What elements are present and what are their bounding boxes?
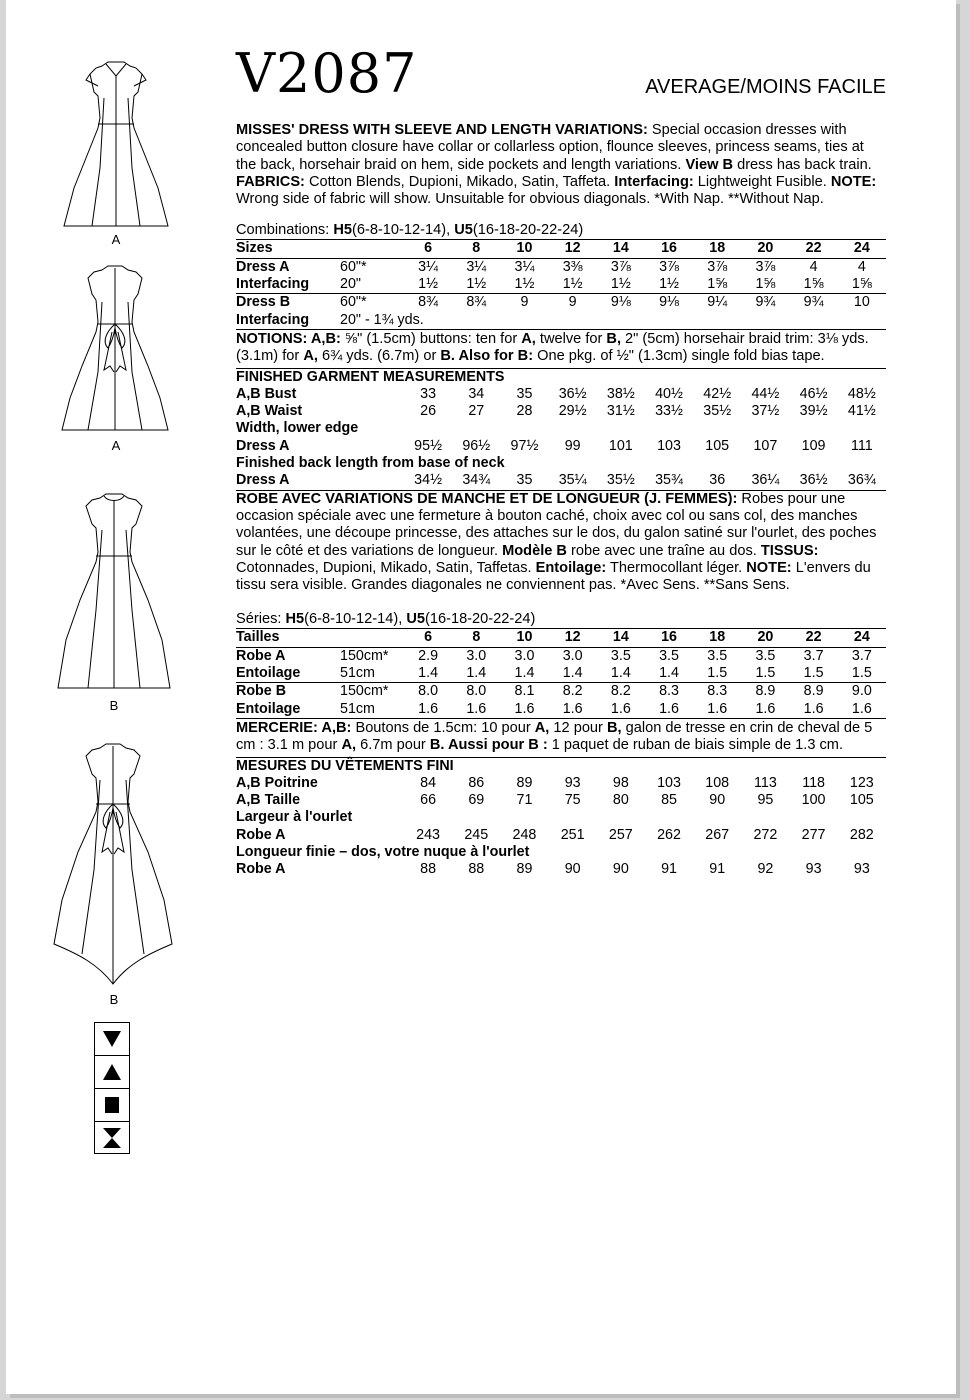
row-label: A,B Bust <box>236 385 297 402</box>
table-cell: 36 <box>709 472 726 489</box>
table-cell: 3¼ <box>418 258 439 275</box>
dress-a-back-drawing <box>56 262 174 436</box>
table-cell: 90 <box>564 861 581 878</box>
table-cell: 34 <box>468 385 485 402</box>
table-cell: 1.6 <box>755 700 776 717</box>
table-cell: 3.5 <box>610 647 631 664</box>
combinations-line: Combinations: H5(6-8-10-12-14), U5(16-18-20-22-24) <box>236 222 584 239</box>
table-cell: 3¼ <box>466 258 487 275</box>
table-cell: 248 <box>512 826 537 843</box>
pattern-number: V2087 <box>236 42 418 105</box>
fabric-width: 60"* <box>340 294 367 311</box>
size-header: 20 <box>757 240 774 257</box>
table-cell: 100 <box>801 792 826 809</box>
table-cell: 1½ <box>466 276 487 293</box>
table-cell: 93 <box>853 861 870 878</box>
table-cell: 262 <box>657 826 681 843</box>
table-cell: 28 <box>516 403 533 420</box>
row-label: Dress A <box>236 258 290 275</box>
table-cell: 92 <box>757 861 774 878</box>
fabric-width: 150cm* <box>340 647 389 664</box>
table-cell: 2.9 <box>418 647 439 664</box>
mesures-table <box>236 757 886 879</box>
table-cell: 111 <box>850 437 873 454</box>
table-cell: 3⅞ <box>755 258 776 275</box>
row-label: Entoilage <box>236 665 301 682</box>
table-cell: 3.5 <box>755 647 776 664</box>
fabric-width: 20" <box>340 276 361 293</box>
table-cell: 33 <box>420 385 437 402</box>
table-cell: 8.3 <box>659 683 679 700</box>
hourglass-icon <box>95 1122 129 1154</box>
table-cell: 257 <box>608 826 633 843</box>
row-label: A,B Taille <box>236 792 301 809</box>
table-cell: 1.6 <box>514 700 535 717</box>
row-label: A,B Waist <box>236 403 303 420</box>
table-cell: 35½ <box>703 403 732 420</box>
table-cell: 1.6 <box>803 700 824 717</box>
table-cell: 34¾ <box>462 472 491 489</box>
table-cell: 35 <box>516 385 533 402</box>
size-header: 12 <box>564 629 581 646</box>
header <box>236 44 886 112</box>
section-title: MESURES DU VÊTEMENTS FINI <box>236 757 454 774</box>
section-title-row <box>236 368 886 386</box>
section-title: FINISHED GARMENT MEASUREMENTS <box>236 368 505 385</box>
finished-measurements-table <box>236 368 886 490</box>
row-label: Robe A <box>236 861 286 878</box>
table-cell: 123 <box>849 774 874 791</box>
difficulty-label: AVERAGE/MOINS FACILE <box>645 76 886 98</box>
table-cell: 31½ <box>606 403 635 420</box>
table-cell: 9.0 <box>851 683 872 700</box>
table-cell: 95 <box>757 792 774 809</box>
size-header: 24 <box>853 240 870 257</box>
table-cell: 3.5 <box>659 647 679 664</box>
table-cell: 1⅝ <box>755 276 776 293</box>
table-row <box>236 827 886 844</box>
table-cell: 109 <box>801 437 826 454</box>
size-header: 10 <box>516 240 533 257</box>
table-cell: 3.0 <box>514 647 535 664</box>
size-header: 8 <box>472 629 481 646</box>
table-row <box>236 665 886 683</box>
table-cell: 3¼ <box>514 258 535 275</box>
table-cell: 8.1 <box>514 683 535 700</box>
row-label: Width, lower edge <box>236 420 359 437</box>
table-cell: 1.4 <box>659 665 679 682</box>
table-row <box>236 792 886 809</box>
table-cell: 85 <box>661 792 677 809</box>
row-label: Longueur finie – dos, votre nuque à l'ourlet <box>236 843 530 860</box>
table-cell: 8.2 <box>562 683 583 700</box>
row-label: Robe B <box>236 683 287 700</box>
dress-b-front-drawing <box>50 490 178 696</box>
table-cell: 35½ <box>606 472 635 489</box>
fabric-width: 20" - 1¾ yds. <box>340 311 424 328</box>
view-label-a-1: A <box>111 232 121 247</box>
english-description: MISSES' DRESS WITH SLEEVE AND LENGTH VARIATIONS: Special occasion dresses with concealed button closure have collar or collarless option, flounce sleeves, princess seams, ties at the back, horsehair braid on hem, side pockets and length variations. View B dress has back train. FABRICS: Cotton Blends, Dupioni, Mikado, Satin, Taffeta. Interfacing: Lightweight Fusible. NOTE: Wrong side of fabric will show. Unsuitable for obvious diagonals. *With Nap. **Without Nap. <box>236 122 877 208</box>
table-cell: 113 <box>754 774 777 791</box>
fabric-width: 51cm <box>340 665 375 682</box>
table-cell: 3.0 <box>466 647 487 664</box>
table-cell: 90 <box>709 792 726 809</box>
table-cell: 9⅛ <box>659 294 679 311</box>
table-row <box>236 683 886 701</box>
table-cell: 36½ <box>799 472 828 489</box>
table-cell: 103 <box>657 774 681 791</box>
table-cell: 1.6 <box>418 700 439 717</box>
sizes-header-row <box>236 240 886 258</box>
table-cell: 8.9 <box>755 683 776 700</box>
table-row <box>236 403 886 420</box>
table-cell: 93 <box>805 861 822 878</box>
table-cell: 66 <box>420 792 437 809</box>
fabric-width: 51cm <box>340 700 375 717</box>
row-label: Interfacing <box>236 311 310 328</box>
table-cell: 35¼ <box>558 472 587 489</box>
table-row <box>236 455 886 472</box>
size-header: 6 <box>424 240 433 257</box>
table-cell: 71 <box>516 792 533 809</box>
table-row <box>236 294 886 312</box>
fabric-width: 150cm* <box>340 683 389 700</box>
table-cell: 108 <box>705 774 730 791</box>
table-cell: 8.9 <box>803 683 824 700</box>
table-cell: 1½ <box>659 276 679 293</box>
table-cell: 35¾ <box>655 472 683 489</box>
mercerie-fr: MERCERIE: A,B: Boutons de 1.5cm: 10 pour A, 12 pour B, galon de tresse en crin de cheval de 5 cm : 3.1 m pour A, 6.7m pour B. Aussi pour B : 1 paquet de ruban de biais simple de 1.3 cm. <box>236 719 873 754</box>
table-cell: 243 <box>416 826 441 843</box>
table-cell: 8¾ <box>418 294 439 311</box>
french-description: ROBE AVEC VARIATIONS DE MANCHE ET DE LONGUEUR (J. FEMMES): Robes pour une occasion spéciale avec une fermeture à bouton caché, choix avec col ou sans col, des manches volantées, une découpe princesse, des attaches sur le dos, du galon satiné sur l'ourlet, des poches sur le côté et des variations de longueur. Modèle B robe avec une traîne au dos. TISSUS: Cotonnades, Dupioni, Mikado, Satin, Taffetas. Entoilage: Thermocollant léger. NOTE: L'envers du tissu sera visible. Grandes diagonales ne conviennent pas. *Avec Sens. **Sans Sens. <box>236 490 886 595</box>
table-cell: 9¾ <box>803 294 824 311</box>
table-cell: 38½ <box>606 385 635 402</box>
table-cell: 1⅝ <box>803 276 824 293</box>
table-cell: 42½ <box>703 385 732 402</box>
table-row <box>236 809 886 826</box>
row-label: Interfacing <box>236 276 310 293</box>
table-cell: 3⅞ <box>610 258 631 275</box>
table-cell: 105 <box>705 437 730 454</box>
table-row <box>236 844 886 861</box>
table-cell: 8¾ <box>466 294 487 311</box>
size-header: 12 <box>564 240 581 257</box>
size-header: 24 <box>853 629 870 646</box>
table-cell: 105 <box>849 792 874 809</box>
size-header: 14 <box>612 240 629 257</box>
table-cell: 91 <box>709 861 726 878</box>
table-cell: 3⅞ <box>659 258 679 275</box>
series-line: Séries: H5(6-8-10-12-14), U5(16-18-20-22-24) <box>236 611 536 628</box>
size-header: 22 <box>805 240 822 257</box>
table-cell: 8.0 <box>418 683 439 700</box>
table-cell: 277 <box>801 826 826 843</box>
row-label: Dress A <box>236 472 290 489</box>
table-cell: 69 <box>468 792 485 809</box>
size-header: 8 <box>472 240 481 257</box>
table-cell: 10 <box>853 294 870 311</box>
table-cell: 1.5 <box>755 665 776 682</box>
table-cell: 96½ <box>462 437 491 454</box>
size-header: 18 <box>709 629 726 646</box>
table-cell: 89 <box>516 774 533 791</box>
table-cell: 101 <box>608 437 633 454</box>
table-cell: 39½ <box>799 403 828 420</box>
metrage-table <box>236 628 886 719</box>
table-cell: 245 <box>464 826 489 843</box>
view-label-a-2: A <box>111 438 121 453</box>
table-cell: 1.4 <box>562 665 583 682</box>
table-cell: 1.6 <box>466 700 487 717</box>
size-header: 16 <box>661 240 677 257</box>
size-header: 10 <box>516 629 533 646</box>
table-cell: 93 <box>564 774 581 791</box>
table-cell: 1.6 <box>562 700 583 717</box>
view-label-b-2: B <box>109 992 119 1007</box>
table-cell: 88 <box>420 861 437 878</box>
table-cell: 1.6 <box>610 700 631 717</box>
table-cell: 9 <box>520 294 529 311</box>
table-row <box>236 386 886 403</box>
table-cell: 1½ <box>418 276 439 293</box>
table-cell: 29½ <box>558 403 587 420</box>
table-row <box>236 775 886 792</box>
table-cell: 4 <box>857 258 866 275</box>
table-cell: 1.5 <box>803 665 824 682</box>
table-cell: 3⅜ <box>562 258 583 275</box>
table-row <box>236 472 886 489</box>
table-row <box>236 420 886 437</box>
table-cell: 9⅛ <box>610 294 631 311</box>
table-cell: 86 <box>468 774 485 791</box>
table-cell: 4 <box>809 258 818 275</box>
table-cell: 98 <box>612 774 629 791</box>
table-cell: 9¼ <box>707 294 728 311</box>
size-header: 22 <box>805 629 822 646</box>
pattern-info-column <box>236 44 886 879</box>
table-cell: 8.2 <box>610 683 631 700</box>
table-cell: 1.5 <box>851 665 872 682</box>
table-cell: 3.5 <box>707 647 728 664</box>
fabric-width: 60"* <box>340 258 367 275</box>
row-label: Finished back length from base of neck <box>236 455 505 472</box>
table-cell: 1½ <box>562 276 583 293</box>
size-header: 18 <box>709 240 726 257</box>
table-cell: 26 <box>420 403 437 420</box>
table-cell: 36½ <box>558 385 587 402</box>
dress-b-back-drawing <box>48 740 178 988</box>
table-cell: 97½ <box>510 437 539 454</box>
triangle-down-icon <box>95 1023 129 1056</box>
pattern-envelope-back <box>6 0 956 1394</box>
size-header: 20 <box>757 629 774 646</box>
table-cell: 36¼ <box>751 472 780 489</box>
table-cell: 33½ <box>655 403 683 420</box>
table-row <box>236 647 886 665</box>
table-cell: 118 <box>802 774 825 791</box>
table-cell: 3.7 <box>851 647 872 664</box>
table-cell: 40½ <box>655 385 683 402</box>
table-cell: 282 <box>849 826 874 843</box>
table-cell: 1.6 <box>659 700 679 717</box>
yardage-table <box>236 239 886 330</box>
size-header: 6 <box>424 629 433 646</box>
table-cell: 99 <box>564 437 581 454</box>
table-cell: 1½ <box>514 276 535 293</box>
table-cell: 9¾ <box>755 294 776 311</box>
table-cell: 75 <box>564 792 581 809</box>
table-cell: 1.4 <box>466 665 487 682</box>
row-label: A,B Poitrine <box>236 774 318 791</box>
table-cell: 36¾ <box>847 472 876 489</box>
table-row <box>236 438 886 455</box>
size-header: 14 <box>612 629 629 646</box>
row-label: Entoilage <box>236 700 301 717</box>
table-row <box>236 701 886 719</box>
table-cell: 1.4 <box>514 665 535 682</box>
table-cell: 41½ <box>847 403 876 420</box>
table-cell: 272 <box>753 826 778 843</box>
table-cell: 1.5 <box>707 665 728 682</box>
table-cell: 95½ <box>414 437 442 454</box>
table-cell: 44½ <box>751 385 780 402</box>
triangle-up-icon <box>95 1056 129 1089</box>
table-row <box>236 258 886 276</box>
table-cell: 107 <box>753 437 778 454</box>
table-cell: 1⅝ <box>707 276 728 293</box>
section-title-row <box>236 757 886 775</box>
pattern-symbols-legend <box>94 1022 130 1154</box>
table-row <box>236 861 886 878</box>
row-label: Largeur à l'ourlet <box>236 809 353 826</box>
row-label: Robe A <box>236 647 286 664</box>
sizes-label: Sizes <box>236 240 273 257</box>
size-header: 16 <box>661 629 677 646</box>
table-cell: 3⅞ <box>707 258 728 275</box>
table-cell: 46½ <box>799 385 828 402</box>
technical-drawings-column <box>6 0 231 1394</box>
table-cell: 251 <box>560 826 585 843</box>
sizes-label: Tailles <box>236 629 280 646</box>
table-cell: 8.0 <box>466 683 487 700</box>
table-cell: 1.6 <box>707 700 728 717</box>
table-cell: 34½ <box>414 472 442 489</box>
table-cell: 84 <box>420 774 437 791</box>
table-cell: 1.4 <box>418 665 439 682</box>
sizes-header-row <box>236 629 886 647</box>
square-icon <box>95 1089 129 1122</box>
table-cell: 35 <box>516 472 533 489</box>
row-label: Dress B <box>236 294 291 311</box>
view-label-b-1: B <box>109 698 119 713</box>
table-cell: 1⅝ <box>851 276 872 293</box>
table-row <box>236 276 886 294</box>
table-cell: 3.0 <box>562 647 583 664</box>
table-cell: 37½ <box>751 403 780 420</box>
table-cell: 89 <box>516 861 533 878</box>
table-cell: 1.4 <box>610 665 631 682</box>
table-cell: 267 <box>705 826 730 843</box>
table-cell: 48½ <box>847 385 876 402</box>
table-cell: 1.6 <box>851 700 872 717</box>
table-cell: 80 <box>612 792 629 809</box>
row-label: Robe A <box>236 826 286 843</box>
notions-en: NOTIONS: A,B: ⅝" (1.5cm) buttons: ten for A, twelve for B, 2" (5cm) horsehair braid trim: 3⅛ yds. (3.1m) for A, 6¾ yds. (6.7m) or B. Also for B: One pkg. of ½" (1.3cm) single fold bias tape. <box>236 330 869 365</box>
table-row <box>236 312 886 330</box>
table-cell: 88 <box>468 861 485 878</box>
table-cell: 9 <box>568 294 577 311</box>
table-cell: 8.3 <box>707 683 728 700</box>
table-cell: 1½ <box>610 276 631 293</box>
table-cell: 90 <box>612 861 629 878</box>
table-cell: 91 <box>661 861 677 878</box>
dress-a-front-drawing <box>58 58 174 234</box>
table-cell: 27 <box>468 403 485 420</box>
table-cell: 103 <box>657 437 681 454</box>
table-cell: 3.7 <box>803 647 824 664</box>
row-label: Dress A <box>236 437 290 454</box>
